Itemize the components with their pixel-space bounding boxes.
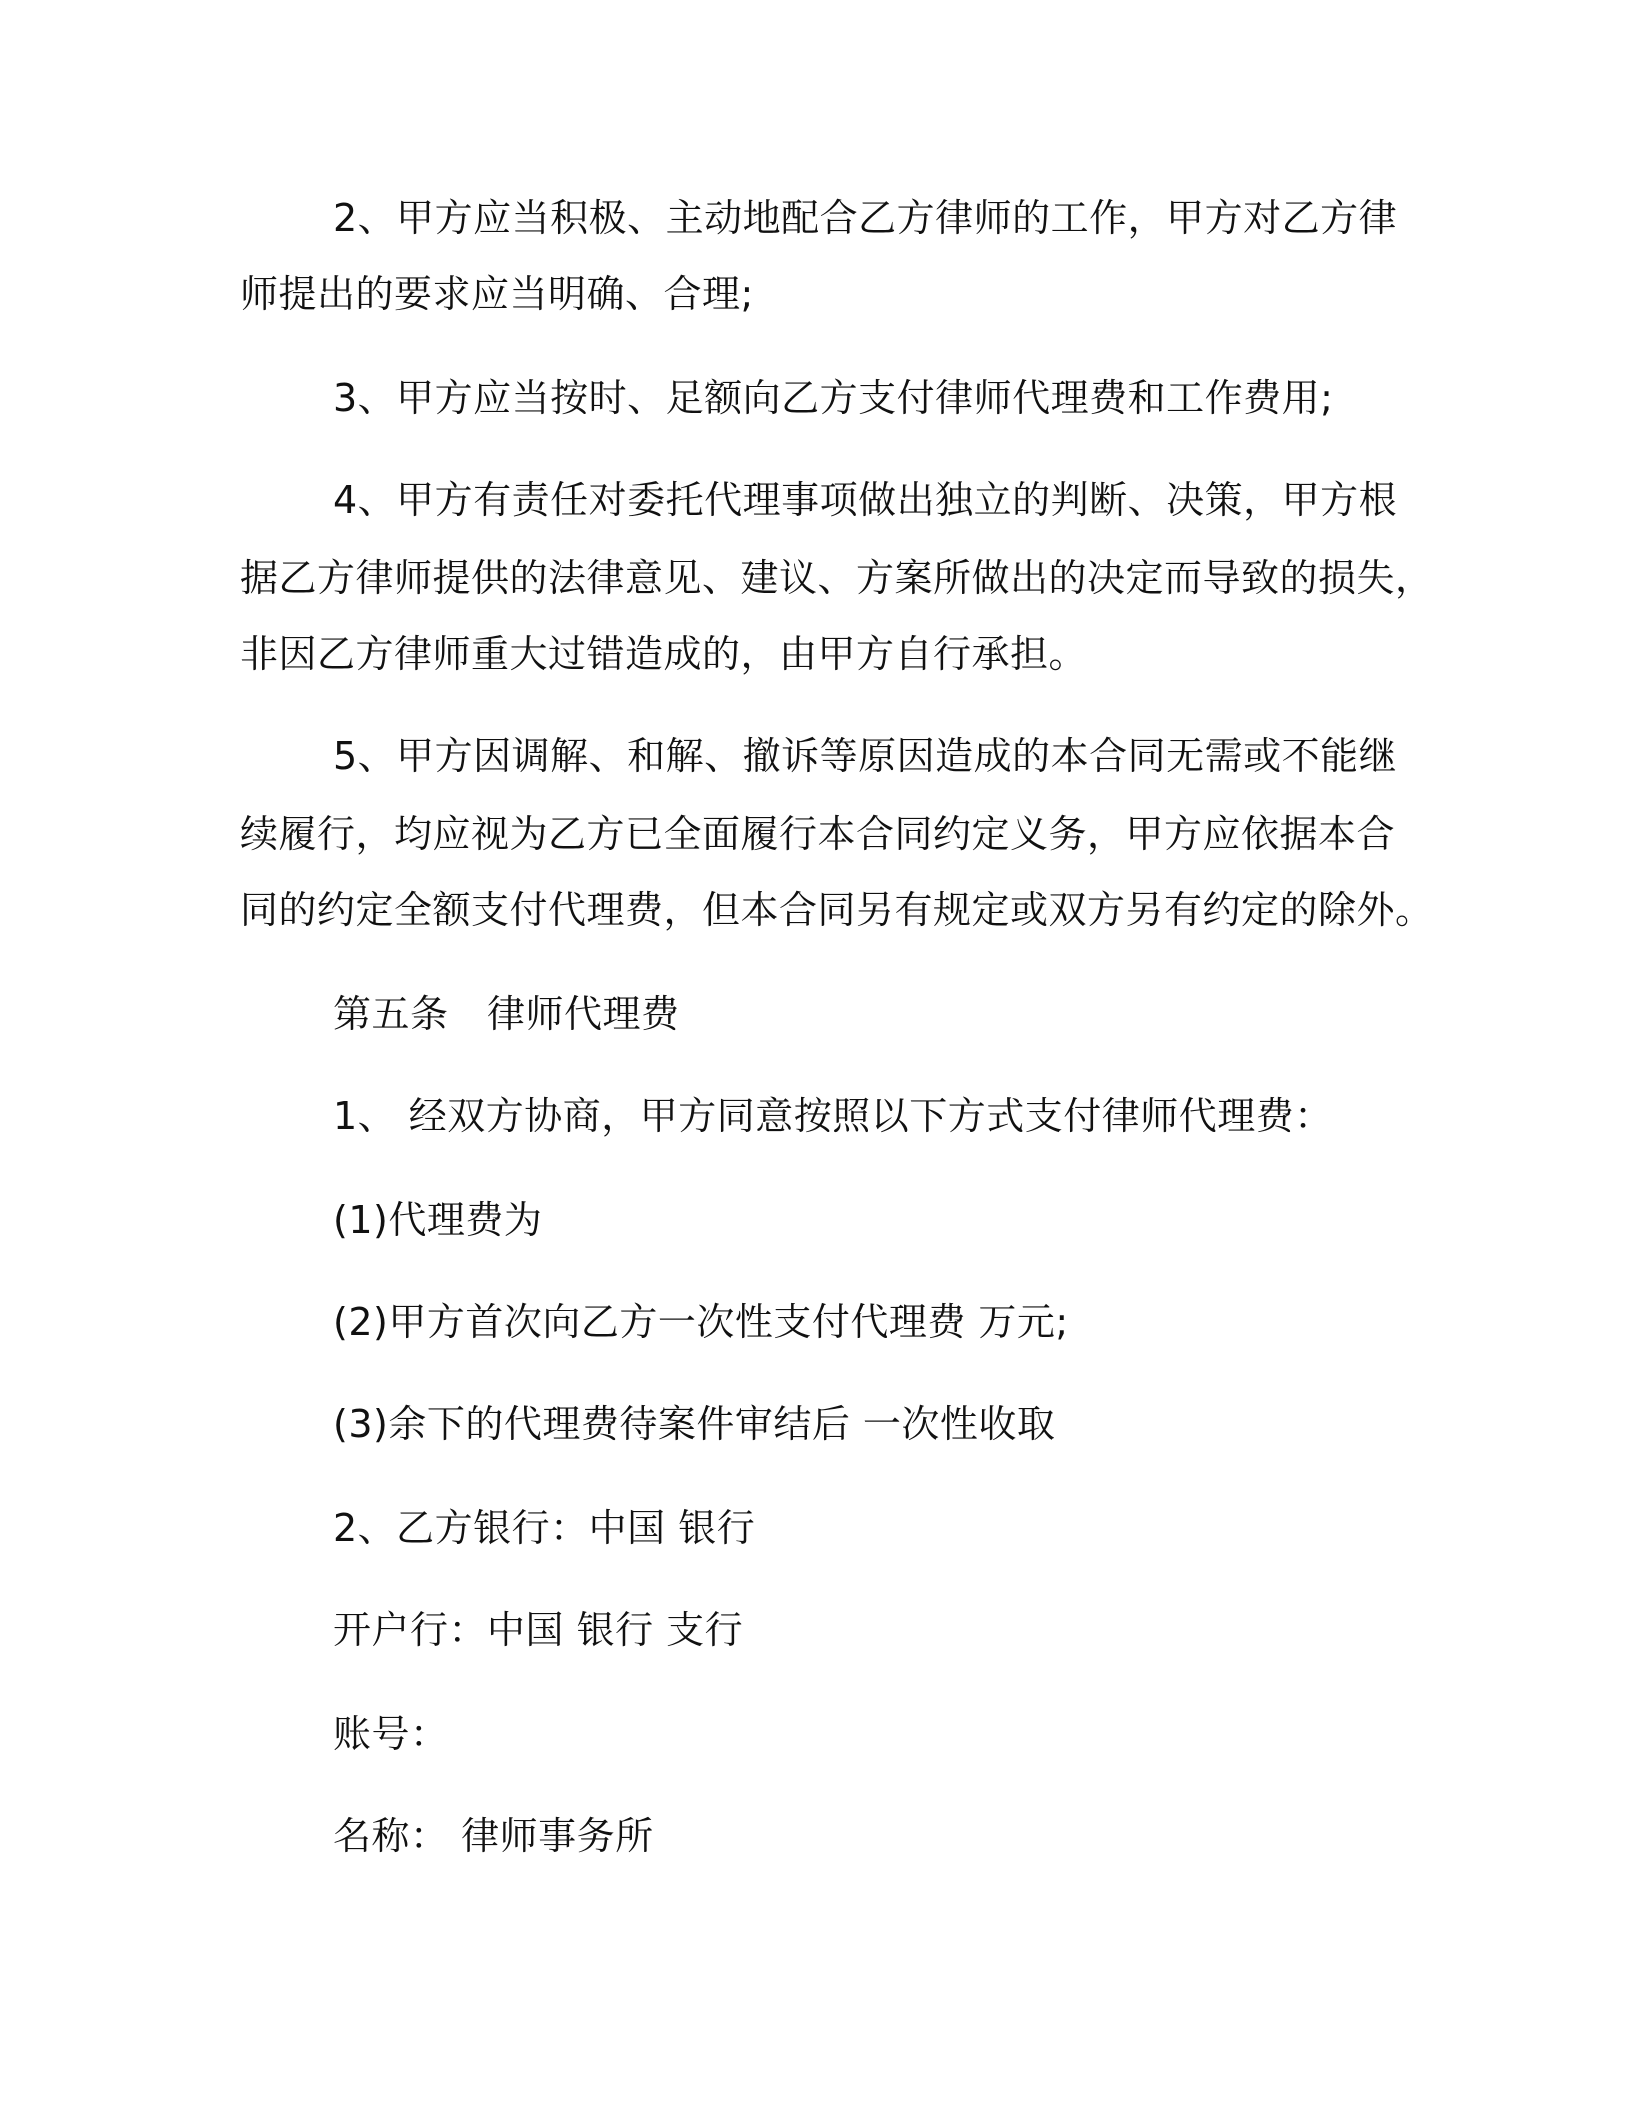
clause-5-line-1: 5、甲方因调解、和解、撤诉等原因造成的本合同无需或不能继 <box>333 734 1398 778</box>
clause-2-line-2: 师提出的要求应当明确、合理; <box>240 272 754 316</box>
clause-4-line-2: 据乙方律师提供的法律意见、建议、方案所做出的决定而导致的损失， <box>240 556 1434 600</box>
clause-5-line-2: 续履行，均应视为乙方已全面履行本合同约定义务，甲方应依据本合 <box>240 812 1396 856</box>
clause-4-line-3: 非因乙方律师重大过错造成的，由甲方自行承担。 <box>240 632 1088 676</box>
clause-3-line-1: 3、甲方应当按时、足额向乙方支付律师代理费和工作费用; <box>333 376 1334 420</box>
account-name: 名称： 律师事务所 <box>333 1814 654 1858</box>
fee-sub-item-2: (2)甲方首次向乙方一次性支付代理费 万元; <box>333 1300 1069 1344</box>
clause-2-line-1: 2、甲方应当积极、主动地配合乙方律师的工作，甲方对乙方律 <box>333 196 1398 240</box>
fee-sub-item-3: (3)余下的代理费待案件审结后 一次性收取 <box>333 1402 1056 1446</box>
article-5-heading: 第五条 律师代理费 <box>333 992 680 1036</box>
fee-sub-item-1: (1)代理费为 <box>333 1198 543 1242</box>
bank-branch: 开户行：中国 银行 支行 <box>333 1608 744 1652</box>
fee-item-1: 1、 经双方协商，甲方同意按照以下方式支付律师代理费： <box>333 1094 1333 1138</box>
bank-item-2: 2、乙方银行：中国 银行 <box>333 1506 756 1550</box>
clause-4-line-1: 4、甲方有责任对委托代理事项做出独立的判断、决策，甲方根 <box>333 478 1398 522</box>
clause-5-line-3: 同的约定全额支付代理费，但本合同另有规定或双方另有约定的除外。 <box>240 888 1434 932</box>
bank-account: 账号： <box>333 1712 449 1756</box>
